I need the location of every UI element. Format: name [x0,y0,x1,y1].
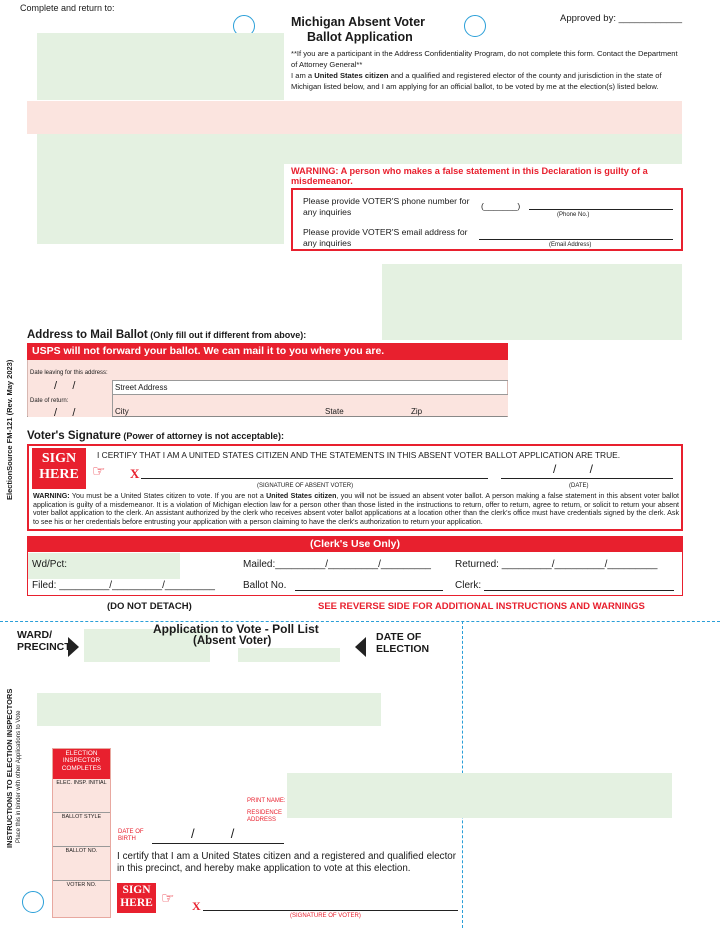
sign-here-badge: SIGN HERE [32,448,86,489]
email-input[interactable] [479,230,673,240]
poll-list-title: Application to Vote - Poll List [153,622,319,636]
date-return-label: Date of return: [30,398,69,404]
poll-x-mark: X [192,899,201,913]
mail-address-table [27,360,508,417]
filed-field[interactable]: Filed: _________/_________/_________ [32,580,215,591]
date-return-input[interactable]: / / [54,407,76,419]
clerk-label: Clerk: [455,580,482,591]
email-label: Please provide VOTER'S email address for any inquiries [303,227,468,248]
ballot-style-cell[interactable]: BALLOT STYLE [53,813,110,847]
arrow-right-icon [68,637,79,657]
city-label: City [115,407,129,416]
certify-statement: I CERTIFY THAT I AM A UNITED STATES CITIZEN AND THE STATEMENTS IN THIS ABSENT VOTER BALLOT APPLICATION ARE TRUE. [97,450,621,460]
zip-label: Zip [411,407,423,416]
wd-pct-label: Wd/Pct: [32,559,68,570]
phone-area-code: (_______) [481,201,521,211]
email-caption: (Email Address) [549,242,592,248]
approved-by: Approved by: ____________ [560,13,683,24]
do-not-detach: (DO NOT DETACH) [107,601,192,612]
citizenship-warning: WARNING: You must be a United States citizen to vote. If you are not a United States citizen, you will not be issued an absent voter ballot. A person making a false statement in this absent voter ballot application is guilty of a misdemeanor. It is a violation of Michigan election law for a person other than those listed in the instructions to return, offer to return, agree to return, or solicit to return your absent voter ballot application to the clerk. An assistant authorized by the clerk who receives absent voter ballot applications at a location other than the clerk's office must have credentials signed by the clerk. Ask to see his or her credentials before entrusting your application with a person claiming to have the clerk's authorization to return your application. [33,492,679,526]
print-name-residence-input[interactable] [287,773,672,818]
return-address-field[interactable] [37,33,284,100]
street-label: Street Address [115,383,168,392]
inspector-column [52,748,111,918]
arrow-left-icon [355,637,366,657]
contact-box [291,188,683,251]
date-of-birth-label: DATE OF BIRTH [118,829,144,843]
phone-label: Please provide VOTER'S phone number for any inquiries [303,196,470,217]
complete-return-label: Complete and return to: [20,3,115,13]
ballot-no-label: Ballot No. [243,580,287,591]
poll-voter-signature-input[interactable] [203,898,458,911]
residence-address-label: RESIDENCE ADDRESS [247,810,283,824]
voter-details-field[interactable] [37,164,284,244]
poll-header-field[interactable] [238,648,340,662]
voter-name-field[interactable] [27,101,682,134]
voter-address-field[interactable] [37,134,682,164]
form-title-line1: Michigan Absent Voter [291,15,426,29]
clerk-box [27,536,683,596]
phone-input[interactable] [529,200,673,210]
ballot-no-cell[interactable]: BALLOT NO. [53,847,110,881]
poll-voter-name-field[interactable] [37,693,381,726]
form-revision-text: ElectionSource FM-121 (Rev. May 2023) [5,359,14,500]
signature-caption: (SIGNATURE OF ABSENT VOTER) [257,483,354,489]
false-statement-warning: WARNING: A person who makes a false statement in this Declaration is guilty of a misdemeanor. [291,166,648,187]
mail-heading: Address to Mail Ballot (Only fill out if different from above): [27,329,307,341]
date-caption: (DATE) [569,483,589,489]
poll-sign-here-badge: SIGN HERE [117,883,156,913]
inspector-instructions-title: INSTRUCTIONS TO ELECTION INSPECTORS [5,688,14,848]
voter-no-cell[interactable]: VOTER NO. [66,882,97,888]
election-selection-field[interactable] [382,264,682,340]
inspector-header: ELECTION INSPECTOR COMPLETES [53,749,110,779]
declaration: I am a United States citizen and a qualified and registered elector of the county and jurisdiction in the state of Michigan listed below, and I am applying for an official ballot, to be voted by me at the election(s) listed below. [291,71,662,91]
punch-circle [464,15,486,37]
pointing-hand-icon: ☞ [92,463,106,480]
phone-caption: (Phone No.) [557,212,590,218]
voter-signature-input[interactable] [141,466,488,479]
perforation-line [0,621,720,622]
print-name-label: PRINT NAME: [247,798,286,804]
clerk-input[interactable] [484,580,674,591]
see-reverse-notice: SEE REVERSE SIDE FOR ADDITIONAL INSTRUCTIONS AND WARNINGS [318,601,645,612]
poll-list-subtitle: (Absent Voter) [193,635,272,647]
mail-name-input[interactable] [112,360,508,381]
poll-certify-statement: I certify that I am a United States citizen and a registered and qualified elector in this precinct, and hereby make application to vote at this election. [117,851,456,874]
poll-signature-caption: (SIGNATURE OF VOTER) [290,913,361,919]
ballot-no-input[interactable] [295,580,443,591]
usps-banner: USPS will not forward your ballot. We can mail it to you where you are. [27,343,508,360]
signature-box [27,444,683,531]
signature-date-slashes: / / [553,462,594,476]
signature-heading: Voter's Signature (Power of attorney is not acceptable): [27,430,284,442]
mailed-field[interactable]: Mailed:_________/_________/_________ [243,559,431,570]
clerk-banner: (Clerk's Use Only) [27,536,683,552]
poll-pointing-hand-icon: ☞ [161,890,175,907]
state-label: State [325,407,344,416]
acp-note: **If you are a participant in the Address Confidentiality Program, do not complete this form. Contact the Department of Attorney General** [291,49,678,69]
dob-slashes: / / [191,826,235,841]
ward-precinct-label: WARD/ PRECINCT [17,629,71,654]
returned-field[interactable]: Returned: _________/_________/_________ [455,559,658,570]
inspector-instructions-subtitle: Place this in binder with other Applications to Vote [16,710,22,843]
street-address-input[interactable] [112,381,508,395]
city-state-zip-input[interactable] [112,395,508,416]
date-leaving-input[interactable]: / / [54,380,76,392]
date-of-election-label: DATE OF ELECTION [376,631,430,656]
form-title-line2: Ballot Application [307,30,413,44]
elec-insp-initial-cell[interactable]: ELEC. INSP. INITIAL [53,779,110,813]
date-leaving-label: Date leaving for this address: [30,370,108,376]
x-mark: X [130,466,140,481]
punch-circle [22,891,44,913]
